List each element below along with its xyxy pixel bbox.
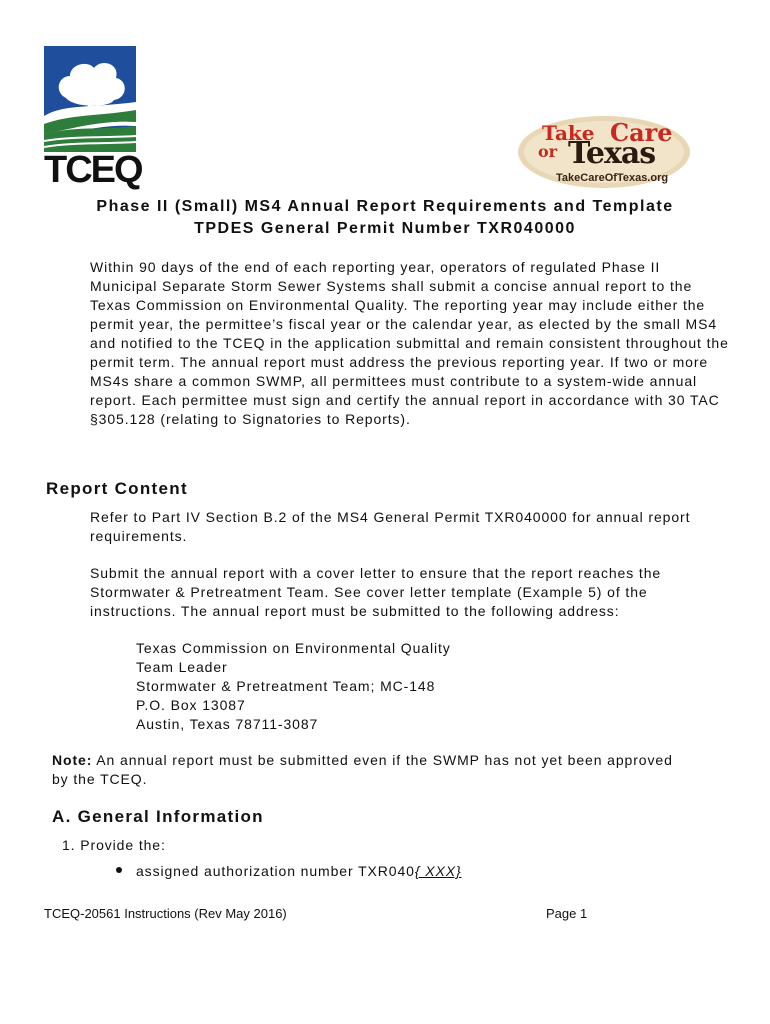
address-line: Stormwater & Pretreatment Team; MC-148 [136, 678, 436, 694]
document-title: Phase II (Small) MS4 Annual Report Requirements and Template [96, 198, 674, 215]
address-line: P.O. Box 13087 [136, 697, 246, 713]
address-line: Texas Commission on Environmental Quality [136, 640, 451, 656]
tcot-take: Take [542, 121, 595, 145]
report-content-para1: Refer to Part IV Section B.2 of the MS4 General Permit TXR040000 for annual report requirements. [90, 509, 691, 544]
general-information-item-1: 1. Provide the: [62, 837, 166, 853]
address-line: Austin, Texas 78711-3087 [136, 716, 319, 732]
tceq-logo [44, 46, 142, 191]
report-content-para2: Submit the annual report with a cover letter to ensure that the report reaches the Stormwater & Pretreatment Team. See cover letter template (Example 5) of the instructions. The annual report must be submitted to the following address: [90, 565, 662, 619]
tceq-emblem-icon [44, 46, 136, 152]
intro-paragraph: Within 90 days of the end of each reporting year, operators of regulated Phase II Municipal Separate Storm Sewer Systems shall submit a concise annual report to the Texas Commission on Environmental Quality. The reporting year may include either the permit year, the permittee’s fiscal year or the calendar year, as elected by the small MS4 and notified to the TCEQ in the application submittal and remain consistent throughout the permit term. The annual report must address the previous reporting year. If two or more MS4s share a common SWMP, all permittees must contribute to a system-wide annual report. Each permittee must sign and certify the annual report in accordance with 30 TAC §305.128 (relating to Signatories to Reports). [90, 259, 729, 427]
bullet-authorization-number [116, 863, 462, 879]
note-paragraph [52, 751, 692, 789]
note-text: An annual report must be submitted even if the SWMP has not yet been approved by the TCEQ. [52, 752, 673, 787]
footer-form-number: TCEQ-20561 Instructions (Rev May 2016) [44, 906, 287, 921]
authorization-number-placeholder: { XXX} [414, 863, 462, 879]
take-care-of-texas-logo [516, 112, 692, 190]
permit-number-title: TPDES General Permit Number TXR040000 [194, 220, 576, 237]
bullet-icon [116, 867, 122, 873]
general-information-heading: A. General Information [52, 807, 264, 826]
footer-page-number: Page 1 [546, 906, 588, 921]
note-label: Note: [52, 752, 93, 768]
tcot-care: Care [610, 118, 673, 147]
tcot-or: or [538, 142, 558, 161]
mailing-address [136, 639, 451, 734]
tcot-texas: Texas [568, 136, 656, 171]
tcot-url: TakeCareOfTexas.org [556, 172, 669, 184]
report-content-heading: Report Content [46, 479, 188, 498]
address-line: Team Leader [136, 659, 228, 675]
bullet-text: assigned authorization number TXR040 [136, 863, 415, 879]
tceq-wordmark: TCEQ [44, 149, 142, 191]
